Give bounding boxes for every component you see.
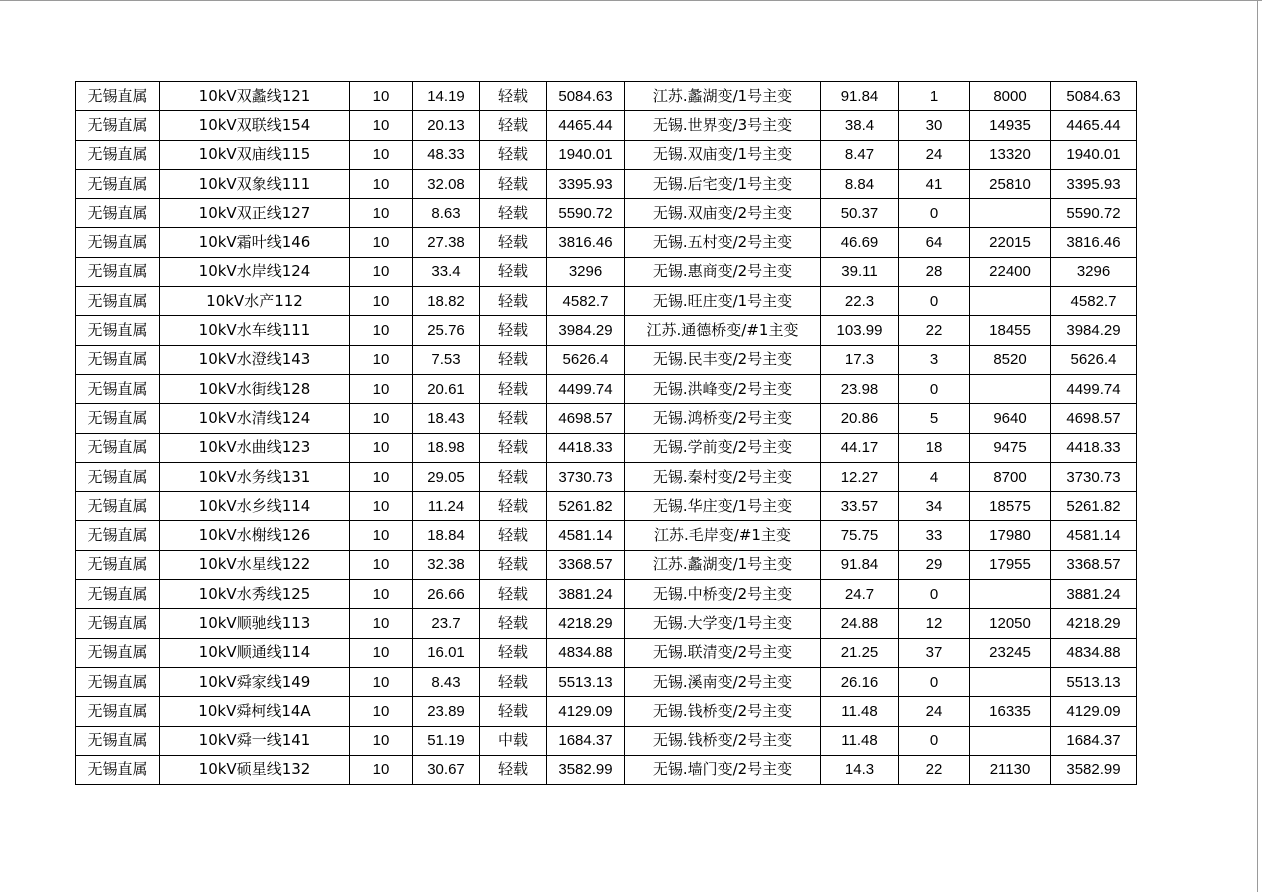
available-cell: 3816.46 — [1051, 228, 1137, 257]
company-cell: 无锡直属 — [76, 521, 160, 550]
capacity-cell: 8000 — [970, 82, 1051, 111]
transformer-cell: 无锡.钱桥变/2号主变 — [625, 726, 821, 755]
transformer-cell: 无锡.世界变/3号主变 — [625, 111, 821, 140]
capacity-cell — [970, 726, 1051, 755]
company-cell: 无锡直属 — [76, 257, 160, 286]
available-cell: 4499.74 — [1051, 374, 1137, 403]
company-cell: 无锡直属 — [76, 345, 160, 374]
voltage-cell: 10 — [350, 492, 413, 521]
capacity-cell: 8520 — [970, 345, 1051, 374]
company-cell: 无锡直属 — [76, 726, 160, 755]
transformer-rate-cell: 8.84 — [821, 169, 899, 198]
transformer-rate-cell: 8.47 — [821, 140, 899, 169]
table-row — [76, 609, 1137, 638]
company-cell: 无锡直属 — [76, 667, 160, 696]
voltage-cell: 10 — [350, 287, 413, 316]
load-rate-cell: 8.43 — [413, 667, 480, 696]
load-rate-cell: 33.4 — [413, 257, 480, 286]
line-name-cell: 10kV舜一线141 — [160, 726, 350, 755]
transformer-cell: 无锡.学前变/2号主变 — [625, 433, 821, 462]
load-status-cell: 轻载 — [480, 257, 547, 286]
table-row — [76, 111, 1137, 140]
load-rate-cell: 7.53 — [413, 345, 480, 374]
margin-cell: 4698.57 — [547, 404, 625, 433]
load-status-cell: 轻载 — [480, 492, 547, 521]
table-row — [76, 755, 1137, 784]
company-cell: 无锡直属 — [76, 697, 160, 726]
load-status-cell: 轻载 — [480, 82, 547, 111]
margin-cell: 5590.72 — [547, 199, 625, 228]
company-cell: 无锡直属 — [76, 169, 160, 198]
transformer-rate-cell: 50.37 — [821, 199, 899, 228]
capacity-cell — [970, 199, 1051, 228]
table-row — [76, 521, 1137, 550]
line-name-cell: 10kV水务线131 — [160, 462, 350, 491]
voltage-cell: 10 — [350, 111, 413, 140]
line-name-cell: 10kV双正线127 — [160, 199, 350, 228]
available-cell: 4465.44 — [1051, 111, 1137, 140]
available-cell: 4582.7 — [1051, 287, 1137, 316]
voltage-cell: 10 — [350, 404, 413, 433]
available-cell: 4418.33 — [1051, 433, 1137, 462]
capacity-cell: 22400 — [970, 257, 1051, 286]
margin-cell: 3296 — [547, 257, 625, 286]
transformer-cell: 无锡.双庙变/1号主变 — [625, 140, 821, 169]
transformer-rate-cell: 26.16 — [821, 667, 899, 696]
load-rate-cell: 25.76 — [413, 316, 480, 345]
capacity-cell — [970, 287, 1051, 316]
line-name-cell: 10kV水产112 — [160, 287, 350, 316]
table-row — [76, 257, 1137, 286]
load-status-cell: 轻载 — [480, 228, 547, 257]
user-count-cell: 0 — [899, 199, 970, 228]
load-status-cell: 轻载 — [480, 755, 547, 784]
user-count-cell: 24 — [899, 140, 970, 169]
capacity-cell — [970, 580, 1051, 609]
page-right-border — [1257, 0, 1258, 892]
transformer-rate-cell: 20.86 — [821, 404, 899, 433]
voltage-cell: 10 — [350, 638, 413, 667]
transformer-rate-cell: 21.25 — [821, 638, 899, 667]
capacity-cell: 9640 — [970, 404, 1051, 433]
capacity-cell: 16335 — [970, 697, 1051, 726]
company-cell: 无锡直属 — [76, 199, 160, 228]
user-count-cell: 0 — [899, 580, 970, 609]
user-count-cell: 24 — [899, 697, 970, 726]
load-rate-cell: 11.24 — [413, 492, 480, 521]
transformer-rate-cell: 11.48 — [821, 697, 899, 726]
margin-cell: 3368.57 — [547, 550, 625, 579]
load-status-cell: 中载 — [480, 726, 547, 755]
company-cell: 无锡直属 — [76, 755, 160, 784]
transformer-cell: 无锡.鸿桥变/2号主变 — [625, 404, 821, 433]
margin-cell: 3730.73 — [547, 462, 625, 491]
line-name-cell: 10kV水乡线114 — [160, 492, 350, 521]
load-rate-cell: 18.82 — [413, 287, 480, 316]
transformer-rate-cell: 14.3 — [821, 755, 899, 784]
load-rate-cell: 30.67 — [413, 755, 480, 784]
line-name-cell: 10kV水曲线123 — [160, 433, 350, 462]
available-cell: 4218.29 — [1051, 609, 1137, 638]
user-count-cell: 34 — [899, 492, 970, 521]
load-rate-cell: 18.43 — [413, 404, 480, 433]
load-rate-cell: 27.38 — [413, 228, 480, 257]
voltage-cell: 10 — [350, 199, 413, 228]
transformer-cell: 无锡.溪南变/2号主变 — [625, 667, 821, 696]
voltage-cell: 10 — [350, 140, 413, 169]
line-name-cell: 10kV双蠡线121 — [160, 82, 350, 111]
company-cell: 无锡直属 — [76, 140, 160, 169]
transformer-cell: 无锡.中桥变/2号主变 — [625, 580, 821, 609]
capacity-cell: 14935 — [970, 111, 1051, 140]
line-name-cell: 10kV顺通线114 — [160, 638, 350, 667]
transformer-cell: 江苏.毛岸变/#1主变 — [625, 521, 821, 550]
company-cell: 无锡直属 — [76, 638, 160, 667]
user-count-cell: 28 — [899, 257, 970, 286]
user-count-cell: 0 — [899, 374, 970, 403]
load-status-cell: 轻载 — [480, 697, 547, 726]
table-row — [76, 462, 1137, 491]
load-rate-cell: 32.08 — [413, 169, 480, 198]
voltage-cell: 10 — [350, 82, 413, 111]
line-name-cell: 10kV双象线111 — [160, 169, 350, 198]
company-cell: 无锡直属 — [76, 82, 160, 111]
voltage-cell: 10 — [350, 257, 413, 286]
transformer-cell: 江苏.通德桥变/#1主变 — [625, 316, 821, 345]
load-rate-cell: 20.13 — [413, 111, 480, 140]
transformer-rate-cell: 23.98 — [821, 374, 899, 403]
load-status-cell: 轻载 — [480, 550, 547, 579]
margin-cell: 3816.46 — [547, 228, 625, 257]
capacity-cell — [970, 374, 1051, 403]
margin-cell: 4581.14 — [547, 521, 625, 550]
line-name-cell: 10kV双庙线115 — [160, 140, 350, 169]
table-row — [76, 287, 1137, 316]
load-rate-cell: 32.38 — [413, 550, 480, 579]
capacity-cell: 17955 — [970, 550, 1051, 579]
load-rate-cell: 18.98 — [413, 433, 480, 462]
margin-cell: 3582.99 — [547, 755, 625, 784]
load-status-cell: 轻载 — [480, 140, 547, 169]
page-top-border — [0, 0, 1262, 1]
table-row — [76, 82, 1137, 111]
user-count-cell: 0 — [899, 726, 970, 755]
transformer-cell: 无锡.秦村变/2号主变 — [625, 462, 821, 491]
load-status-cell: 轻载 — [480, 404, 547, 433]
line-name-cell: 10kV顺驰线113 — [160, 609, 350, 638]
company-cell: 无锡直属 — [76, 492, 160, 521]
margin-cell: 5084.63 — [547, 82, 625, 111]
load-status-cell: 轻载 — [480, 111, 547, 140]
margin-cell: 1940.01 — [547, 140, 625, 169]
margin-cell: 3881.24 — [547, 580, 625, 609]
transformer-rate-cell: 38.4 — [821, 111, 899, 140]
capacity-cell: 8700 — [970, 462, 1051, 491]
voltage-cell: 10 — [350, 667, 413, 696]
table-row — [76, 550, 1137, 579]
company-cell: 无锡直属 — [76, 228, 160, 257]
user-count-cell: 22 — [899, 755, 970, 784]
available-cell: 5513.13 — [1051, 667, 1137, 696]
available-cell: 4581.14 — [1051, 521, 1137, 550]
margin-cell: 4129.09 — [547, 697, 625, 726]
voltage-cell: 10 — [350, 755, 413, 784]
voltage-cell: 10 — [350, 316, 413, 345]
load-rate-cell: 26.66 — [413, 580, 480, 609]
transformer-cell: 无锡.双庙变/2号主变 — [625, 199, 821, 228]
transformer-rate-cell: 24.88 — [821, 609, 899, 638]
company-cell: 无锡直属 — [76, 374, 160, 403]
margin-cell: 4582.7 — [547, 287, 625, 316]
margin-cell: 4499.74 — [547, 374, 625, 403]
table-row — [76, 140, 1137, 169]
user-count-cell: 1 — [899, 82, 970, 111]
user-count-cell: 5 — [899, 404, 970, 433]
line-name-cell: 10kV舜柯线14A — [160, 697, 350, 726]
load-status-cell: 轻载 — [480, 667, 547, 696]
line-name-cell: 10kV水榭线126 — [160, 521, 350, 550]
table-row — [76, 169, 1137, 198]
margin-cell: 4834.88 — [547, 638, 625, 667]
load-status-cell: 轻载 — [480, 287, 547, 316]
user-count-cell: 4 — [899, 462, 970, 491]
line-name-cell: 10kV水澄线143 — [160, 345, 350, 374]
feeder-load-table — [75, 81, 1137, 785]
available-cell: 3984.29 — [1051, 316, 1137, 345]
table-body — [76, 82, 1137, 785]
line-name-cell: 10kV舜家线149 — [160, 667, 350, 696]
user-count-cell: 29 — [899, 550, 970, 579]
transformer-rate-cell: 11.48 — [821, 726, 899, 755]
voltage-cell: 10 — [350, 609, 413, 638]
table-row — [76, 228, 1137, 257]
transformer-cell: 无锡.大学变/1号主变 — [625, 609, 821, 638]
voltage-cell: 10 — [350, 521, 413, 550]
load-status-cell: 轻载 — [480, 521, 547, 550]
table-row — [76, 667, 1137, 696]
voltage-cell: 10 — [350, 433, 413, 462]
available-cell: 3881.24 — [1051, 580, 1137, 609]
available-cell: 5590.72 — [1051, 199, 1137, 228]
line-name-cell: 10kV水清线124 — [160, 404, 350, 433]
line-name-cell: 10kV硕星线132 — [160, 755, 350, 784]
transformer-cell: 无锡.惠商变/2号主变 — [625, 257, 821, 286]
margin-cell: 1684.37 — [547, 726, 625, 755]
load-status-cell: 轻载 — [480, 345, 547, 374]
transformer-cell: 无锡.洪峰变/2号主变 — [625, 374, 821, 403]
load-status-cell: 轻载 — [480, 316, 547, 345]
load-status-cell: 轻载 — [480, 609, 547, 638]
table-row — [76, 697, 1137, 726]
transformer-cell: 无锡.联清变/2号主变 — [625, 638, 821, 667]
capacity-cell: 18455 — [970, 316, 1051, 345]
load-status-cell: 轻载 — [480, 462, 547, 491]
table-row — [76, 638, 1137, 667]
line-name-cell: 10kV水街线128 — [160, 374, 350, 403]
line-name-cell: 10kV水秀线125 — [160, 580, 350, 609]
line-name-cell: 10kV双联线154 — [160, 111, 350, 140]
voltage-cell: 10 — [350, 697, 413, 726]
available-cell: 4698.57 — [1051, 404, 1137, 433]
transformer-rate-cell: 91.84 — [821, 82, 899, 111]
voltage-cell: 10 — [350, 726, 413, 755]
load-rate-cell: 29.05 — [413, 462, 480, 491]
user-count-cell: 22 — [899, 316, 970, 345]
transformer-rate-cell: 12.27 — [821, 462, 899, 491]
transformer-cell: 江苏.蠡湖变/1号主变 — [625, 550, 821, 579]
company-cell: 无锡直属 — [76, 404, 160, 433]
transformer-rate-cell: 22.3 — [821, 287, 899, 316]
user-count-cell: 12 — [899, 609, 970, 638]
user-count-cell: 33 — [899, 521, 970, 550]
load-status-cell: 轻载 — [480, 580, 547, 609]
margin-cell: 5513.13 — [547, 667, 625, 696]
line-name-cell: 10kV水车线111 — [160, 316, 350, 345]
table-row — [76, 404, 1137, 433]
available-cell: 1684.37 — [1051, 726, 1137, 755]
available-cell: 3296 — [1051, 257, 1137, 286]
user-count-cell: 41 — [899, 169, 970, 198]
margin-cell: 4418.33 — [547, 433, 625, 462]
line-name-cell: 10kV水星线122 — [160, 550, 350, 579]
transformer-rate-cell: 75.75 — [821, 521, 899, 550]
transformer-cell: 无锡.五村变/2号主变 — [625, 228, 821, 257]
voltage-cell: 10 — [350, 228, 413, 257]
load-status-cell: 轻载 — [480, 374, 547, 403]
load-rate-cell: 51.19 — [413, 726, 480, 755]
transformer-rate-cell: 44.17 — [821, 433, 899, 462]
line-name-cell: 10kV霜叶线146 — [160, 228, 350, 257]
transformer-cell: 无锡.墙门变/2号主变 — [625, 755, 821, 784]
load-rate-cell: 14.19 — [413, 82, 480, 111]
company-cell: 无锡直属 — [76, 550, 160, 579]
company-cell: 无锡直属 — [76, 111, 160, 140]
transformer-rate-cell: 91.84 — [821, 550, 899, 579]
transformer-cell: 无锡.华庄变/1号主变 — [625, 492, 821, 521]
company-cell: 无锡直属 — [76, 316, 160, 345]
company-cell: 无锡直属 — [76, 462, 160, 491]
load-status-cell: 轻载 — [480, 169, 547, 198]
load-rate-cell: 16.01 — [413, 638, 480, 667]
voltage-cell: 10 — [350, 169, 413, 198]
transformer-cell: 无锡.民丰变/2号主变 — [625, 345, 821, 374]
margin-cell: 3984.29 — [547, 316, 625, 345]
table-row — [76, 345, 1137, 374]
load-rate-cell: 48.33 — [413, 140, 480, 169]
transformer-cell: 江苏.蠡湖变/1号主变 — [625, 82, 821, 111]
capacity-cell: 22015 — [970, 228, 1051, 257]
line-name-cell: 10kV水岸线124 — [160, 257, 350, 286]
available-cell: 4834.88 — [1051, 638, 1137, 667]
available-cell: 5084.63 — [1051, 82, 1137, 111]
voltage-cell: 10 — [350, 462, 413, 491]
available-cell: 3730.73 — [1051, 462, 1137, 491]
capacity-cell: 12050 — [970, 609, 1051, 638]
available-cell: 5626.4 — [1051, 345, 1137, 374]
transformer-rate-cell: 46.69 — [821, 228, 899, 257]
transformer-rate-cell: 24.7 — [821, 580, 899, 609]
load-status-cell: 轻载 — [480, 638, 547, 667]
user-count-cell: 0 — [899, 667, 970, 696]
margin-cell: 4218.29 — [547, 609, 625, 638]
transformer-rate-cell: 33.57 — [821, 492, 899, 521]
load-rate-cell: 20.61 — [413, 374, 480, 403]
voltage-cell: 10 — [350, 345, 413, 374]
transformer-cell: 无锡.钱桥变/2号主变 — [625, 697, 821, 726]
user-count-cell: 3 — [899, 345, 970, 374]
table-row — [76, 580, 1137, 609]
transformer-cell: 无锡.后宅变/1号主变 — [625, 169, 821, 198]
capacity-cell: 13320 — [970, 140, 1051, 169]
capacity-cell — [970, 667, 1051, 696]
margin-cell: 4465.44 — [547, 111, 625, 140]
available-cell: 3582.99 — [1051, 755, 1137, 784]
table-row — [76, 199, 1137, 228]
transformer-cell: 无锡.旺庄变/1号主变 — [625, 287, 821, 316]
available-cell: 3395.93 — [1051, 169, 1137, 198]
table-row — [76, 492, 1137, 521]
load-rate-cell: 23.7 — [413, 609, 480, 638]
user-count-cell: 30 — [899, 111, 970, 140]
margin-cell: 5626.4 — [547, 345, 625, 374]
user-count-cell: 18 — [899, 433, 970, 462]
transformer-rate-cell: 39.11 — [821, 257, 899, 286]
table-row — [76, 433, 1137, 462]
company-cell: 无锡直属 — [76, 580, 160, 609]
capacity-cell: 9475 — [970, 433, 1051, 462]
available-cell: 3368.57 — [1051, 550, 1137, 579]
load-rate-cell: 23.89 — [413, 697, 480, 726]
table-row — [76, 726, 1137, 755]
table-row — [76, 316, 1137, 345]
company-cell: 无锡直属 — [76, 433, 160, 462]
available-cell: 5261.82 — [1051, 492, 1137, 521]
capacity-cell: 17980 — [970, 521, 1051, 550]
voltage-cell: 10 — [350, 374, 413, 403]
margin-cell: 5261.82 — [547, 492, 625, 521]
load-rate-cell: 18.84 — [413, 521, 480, 550]
load-rate-cell: 8.63 — [413, 199, 480, 228]
margin-cell: 3395.93 — [547, 169, 625, 198]
capacity-cell: 21130 — [970, 755, 1051, 784]
voltage-cell: 10 — [350, 550, 413, 579]
transformer-rate-cell: 103.99 — [821, 316, 899, 345]
user-count-cell: 0 — [899, 287, 970, 316]
company-cell: 无锡直属 — [76, 287, 160, 316]
transformer-rate-cell: 17.3 — [821, 345, 899, 374]
company-cell: 无锡直属 — [76, 609, 160, 638]
voltage-cell: 10 — [350, 580, 413, 609]
user-count-cell: 37 — [899, 638, 970, 667]
capacity-cell: 23245 — [970, 638, 1051, 667]
capacity-cell: 25810 — [970, 169, 1051, 198]
available-cell: 1940.01 — [1051, 140, 1137, 169]
capacity-cell: 18575 — [970, 492, 1051, 521]
load-status-cell: 轻载 — [480, 199, 547, 228]
user-count-cell: 64 — [899, 228, 970, 257]
load-status-cell: 轻载 — [480, 433, 547, 462]
available-cell: 4129.09 — [1051, 697, 1137, 726]
table-row — [76, 374, 1137, 403]
